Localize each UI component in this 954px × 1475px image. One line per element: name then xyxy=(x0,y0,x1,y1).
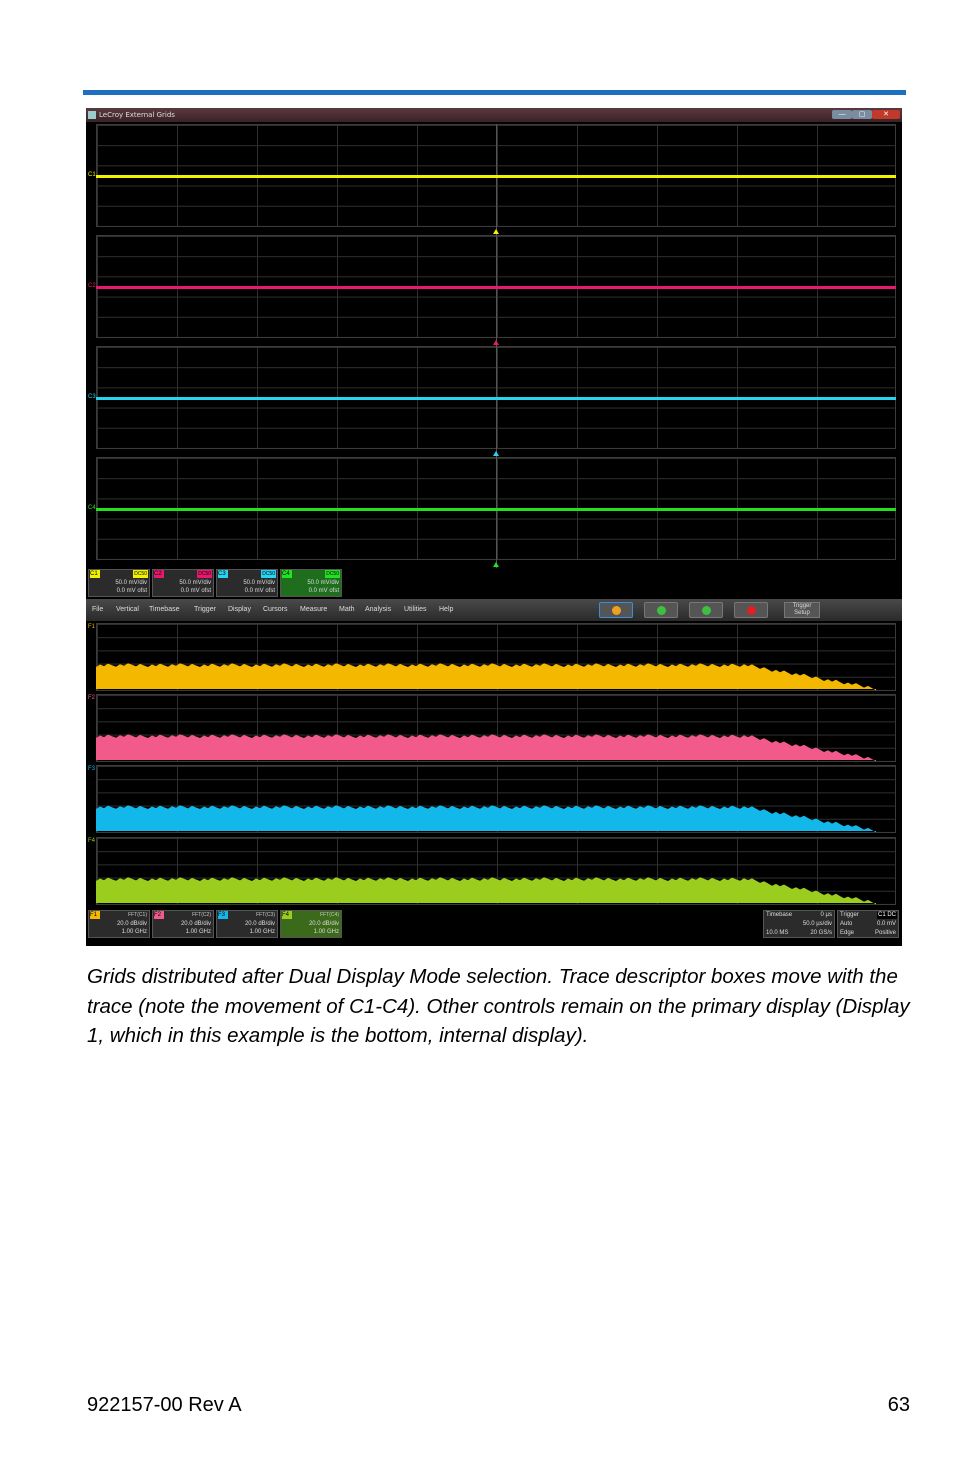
menu-bar xyxy=(86,599,902,621)
descriptor-offset: 0.0 mV ofst xyxy=(244,588,275,594)
run-icon xyxy=(657,606,666,615)
trace-label: C3 xyxy=(88,394,96,400)
descriptor-offset: 0.0 mV ofst xyxy=(180,588,211,594)
fft-trace-label: F1 xyxy=(88,624,96,630)
trigger-marker xyxy=(493,340,499,345)
descriptor-offset: 0.0 mV ofst xyxy=(116,588,147,594)
fft-fill xyxy=(96,877,876,904)
menu-item[interactable]: Vertical xyxy=(116,606,139,613)
descriptor-coupling: DC50 xyxy=(326,571,339,577)
trigger-position-line xyxy=(496,235,497,346)
descriptor-function: FFT(C3) xyxy=(256,912,275,918)
menu-item[interactable]: Math xyxy=(339,606,355,613)
math-descriptor[interactable] xyxy=(216,910,278,938)
figure-caption: Grids distributed after Dual Display Mode selection. Trace descriptor boxes move with the trace (note the movement of C1-C4). Other controls remain on the primary display (Display 1, which in this example is the bottom, internal display). xyxy=(87,965,910,1047)
descriptor-vdiv: 50.0 mV/div xyxy=(243,580,275,586)
menu-item[interactable]: File xyxy=(92,606,104,613)
trigger-setup-button[interactable] xyxy=(784,602,820,618)
channel-trace xyxy=(96,397,896,400)
timebase-tdiv: 50.0 µs/div xyxy=(802,921,832,927)
descriptor-vdiv: 50.0 mV/div xyxy=(115,580,147,586)
footer-doc-number: 922157-00 Rev A xyxy=(87,1394,242,1416)
toolbar-button-2[interactable] xyxy=(644,602,678,618)
fft-spectrum xyxy=(96,837,896,905)
descriptor-tag: F2 xyxy=(154,911,164,919)
descriptor-frequency: 1.00 GHz xyxy=(121,929,147,935)
trigger-box[interactable] xyxy=(837,910,899,938)
menu-item[interactable]: Timebase xyxy=(149,606,180,613)
oscilloscope-screenshot xyxy=(86,108,902,946)
footer-page-number: 63 xyxy=(887,1394,910,1416)
descriptor-tag: C3 xyxy=(218,570,228,578)
descriptor-tag: F4 xyxy=(282,911,292,919)
descriptor-function: FFT(C1) xyxy=(128,912,147,918)
trigger-slope: Positive xyxy=(874,930,896,936)
single-icon xyxy=(702,606,711,615)
fft-trace-label: F4 xyxy=(88,838,96,844)
descriptor-tag: F3 xyxy=(218,911,228,919)
descriptor-scale: 20.0 dB/div xyxy=(180,921,211,927)
channel-trace xyxy=(96,508,896,511)
toolbar-button-4[interactable] xyxy=(734,602,768,618)
auto-setup-icon xyxy=(612,606,621,615)
timebase-box[interactable] xyxy=(763,910,835,938)
fft-trace-label: F2 xyxy=(88,695,96,701)
toolbar-button-1[interactable] xyxy=(599,602,633,618)
channel-descriptor[interactable] xyxy=(280,569,342,597)
fft-spectrum xyxy=(96,623,896,691)
descriptor-coupling: DC50 xyxy=(134,571,147,577)
descriptor-offset: 0.0 mV ofst xyxy=(308,588,339,594)
menu-item[interactable]: Cursors xyxy=(263,606,288,613)
menu-item[interactable]: Trigger xyxy=(194,606,216,613)
trigger-setup-line2: Setup xyxy=(794,610,810,616)
timebase-delay: 0 µs xyxy=(820,912,832,918)
trigger-position-line xyxy=(496,124,497,235)
descriptor-vdiv: 50.0 mV/div xyxy=(307,580,339,586)
descriptor-function: FFT(C2) xyxy=(192,912,211,918)
close-button[interactable]: ✕ xyxy=(872,110,900,119)
descriptor-frequency: 1.00 GHz xyxy=(249,929,275,935)
maximize-button[interactable]: ▢ xyxy=(852,110,872,119)
descriptor-tag: F1 xyxy=(90,911,100,919)
trigger-position-line xyxy=(496,457,497,568)
trigger-marker xyxy=(493,562,499,567)
trigger-source: C1 DC xyxy=(877,912,896,918)
trigger-position-line xyxy=(496,346,497,457)
descriptor-vdiv: 50.0 mV/div xyxy=(179,580,211,586)
fft-fill xyxy=(96,734,876,761)
timebase-label: Timebase xyxy=(766,912,793,918)
descriptor-frequency: 1.00 GHz xyxy=(185,929,211,935)
trace-label: C2 xyxy=(88,283,96,289)
toolbar-button-3[interactable] xyxy=(689,602,723,618)
window-title: LeCroy External Grids xyxy=(99,111,175,119)
channel-descriptor[interactable] xyxy=(88,569,150,597)
descriptor-scale: 20.0 dB/div xyxy=(244,921,275,927)
trigger-marker xyxy=(493,229,499,234)
timebase-rate: 20 GS/s xyxy=(810,930,832,936)
descriptor-tag: C1 xyxy=(90,570,100,578)
trigger-mode: Auto xyxy=(840,921,853,927)
trace-label: C4 xyxy=(88,505,96,511)
fft-fill xyxy=(96,805,876,832)
math-descriptor[interactable] xyxy=(88,910,150,938)
descriptor-scale: 20.0 dB/div xyxy=(308,921,339,927)
menu-item[interactable]: Analysis xyxy=(365,606,392,613)
descriptor-scale: 20.0 dB/div xyxy=(116,921,147,927)
descriptor-function: FFT(C4) xyxy=(320,912,339,918)
fft-trace-label: F3 xyxy=(88,766,96,772)
math-descriptor[interactable] xyxy=(280,910,342,938)
fft-spectrum xyxy=(96,694,896,762)
trigger-setup-line1: Trigger xyxy=(792,603,812,609)
menu-item[interactable]: Measure xyxy=(300,606,328,613)
menu-item[interactable]: Display xyxy=(228,606,251,613)
stop-icon xyxy=(747,606,756,615)
window-titlebar xyxy=(86,108,902,122)
fft-fill xyxy=(96,663,876,690)
trigger-label: Trigger xyxy=(840,912,859,918)
descriptor-frequency: 1.00 GHz xyxy=(313,929,339,935)
minimize-button[interactable]: — xyxy=(832,110,852,119)
descriptor-tag: C2 xyxy=(154,570,164,578)
menu-item[interactable]: Utilities xyxy=(404,606,427,613)
timebase-samples: 10.0 MS xyxy=(766,930,789,936)
trigger-level: 0.0 mV xyxy=(876,921,896,927)
header-rule xyxy=(83,90,906,95)
fft-spectrum xyxy=(96,765,896,833)
channel-descriptor[interactable] xyxy=(152,569,214,597)
trigger-type: Edge xyxy=(840,930,855,936)
descriptor-coupling: DC50 xyxy=(262,571,275,577)
descriptor-coupling: DC50 xyxy=(198,571,211,577)
channel-trace xyxy=(96,175,896,178)
channel-descriptor[interactable] xyxy=(216,569,278,597)
channel-trace xyxy=(96,286,896,289)
app-icon xyxy=(88,111,96,119)
math-descriptor[interactable] xyxy=(152,910,214,938)
descriptor-tag: C4 xyxy=(282,570,292,578)
menu-item[interactable]: Help xyxy=(439,606,454,613)
trigger-marker xyxy=(493,451,499,456)
trace-label: C1 xyxy=(88,172,96,178)
